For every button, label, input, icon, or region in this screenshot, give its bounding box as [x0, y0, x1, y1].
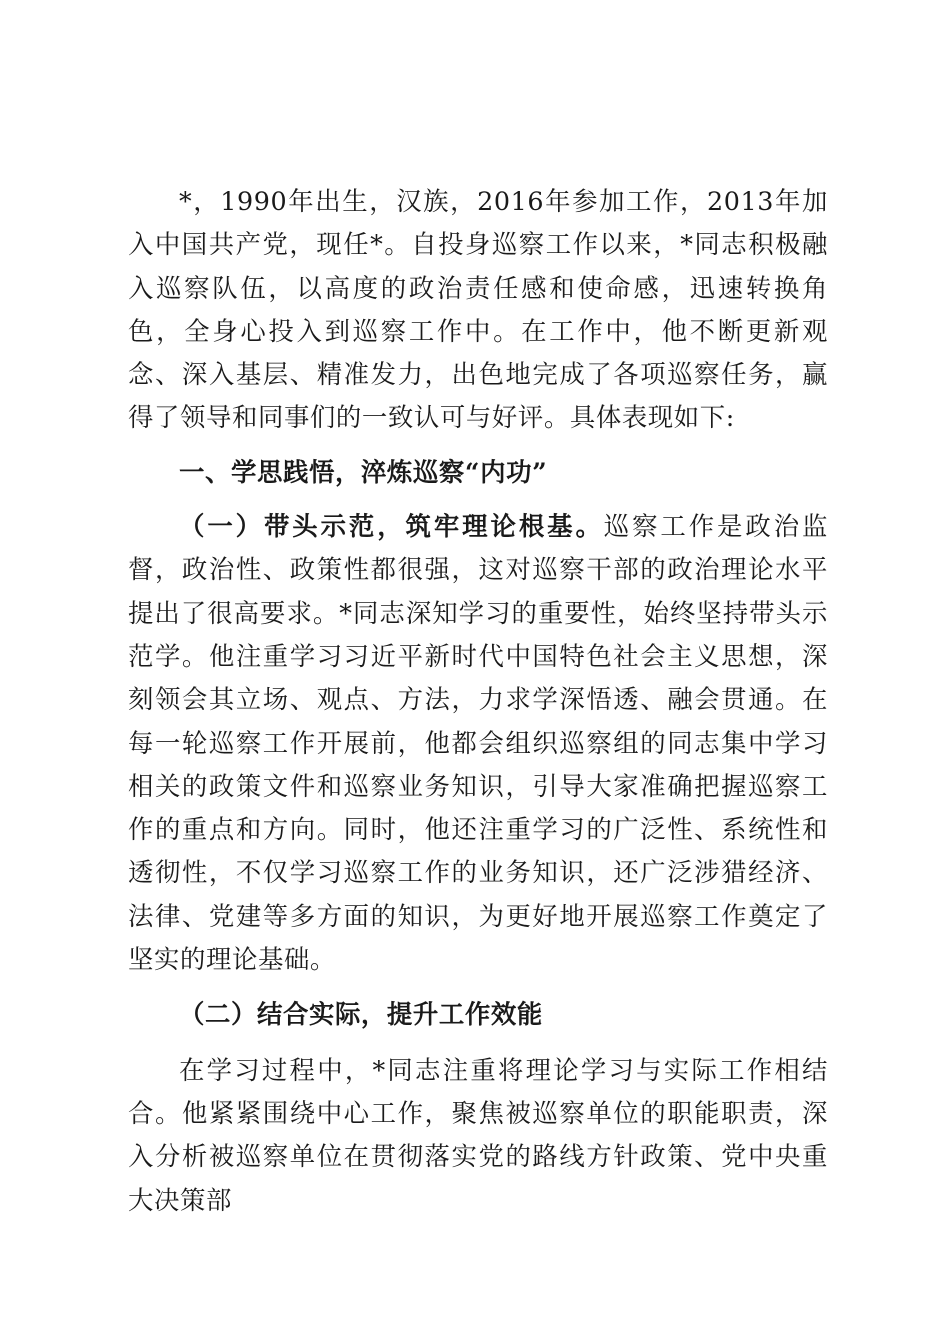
document-page — [128, 180, 828, 1222]
subsection-1-body: 巡察工作是政治监督，政治性、政策性都很强，这对巡察干部的政治理论水平提出了很高要求。*同志深知学习的重要性，始终坚持带头示范学。他注重学习习近平新时代中国特色社会主义思想，深刻领会其立场、观点、方法，力求学深悟透、融会贯通。在每一轮巡察工作开展前，他都会组织巡察组的同志集中学习相关的政策文件和巡察业务知识，引导大家准确把握巡察工作的重点和方向。同时，他还注重学习的广泛性、系统性和透彻性，不仅学习巡察工作的业务知识，还广泛涉猎经济、法律、党建等多方面的知识，为更好地开展巡察工作奠定了坚实的理论基础。 — [128, 511, 828, 975]
section-heading-1: 一、学思践悟，淬炼巡察“内功” — [179, 456, 548, 487]
subsection-2-body: 在学习过程中，*同志注重将理论学习与实际工作相结合。他紧紧围绕中心工作，聚焦被巡察单位的职能职责，深入分析被巡察单位在贯彻落实党的路线方针政策、党中央重大决策部 — [128, 1054, 828, 1215]
subsection-1-heading: （一）带头示范，筑牢理论根基。 — [179, 511, 604, 542]
subsection-2-heading: （二）结合实际，提升工作效能 — [179, 999, 543, 1030]
intro-paragraph: *，1990年出生，汉族，2016年参加工作，2013年加入中国共产党，现任*。自投身巡察工作以来，*同志积极融入巡察队伍，以高度的政治责任感和使命感，迅速转换角色，全身心投入到巡察工作中。在工作中，他不断更新观念、深入基层、精准发力，出色地完成了各项巡察任务，赢得了领导和同事们的一致认可与好评。具体表现如下: — [128, 186, 828, 433]
subsection-1-paragraph — [128, 505, 828, 981]
